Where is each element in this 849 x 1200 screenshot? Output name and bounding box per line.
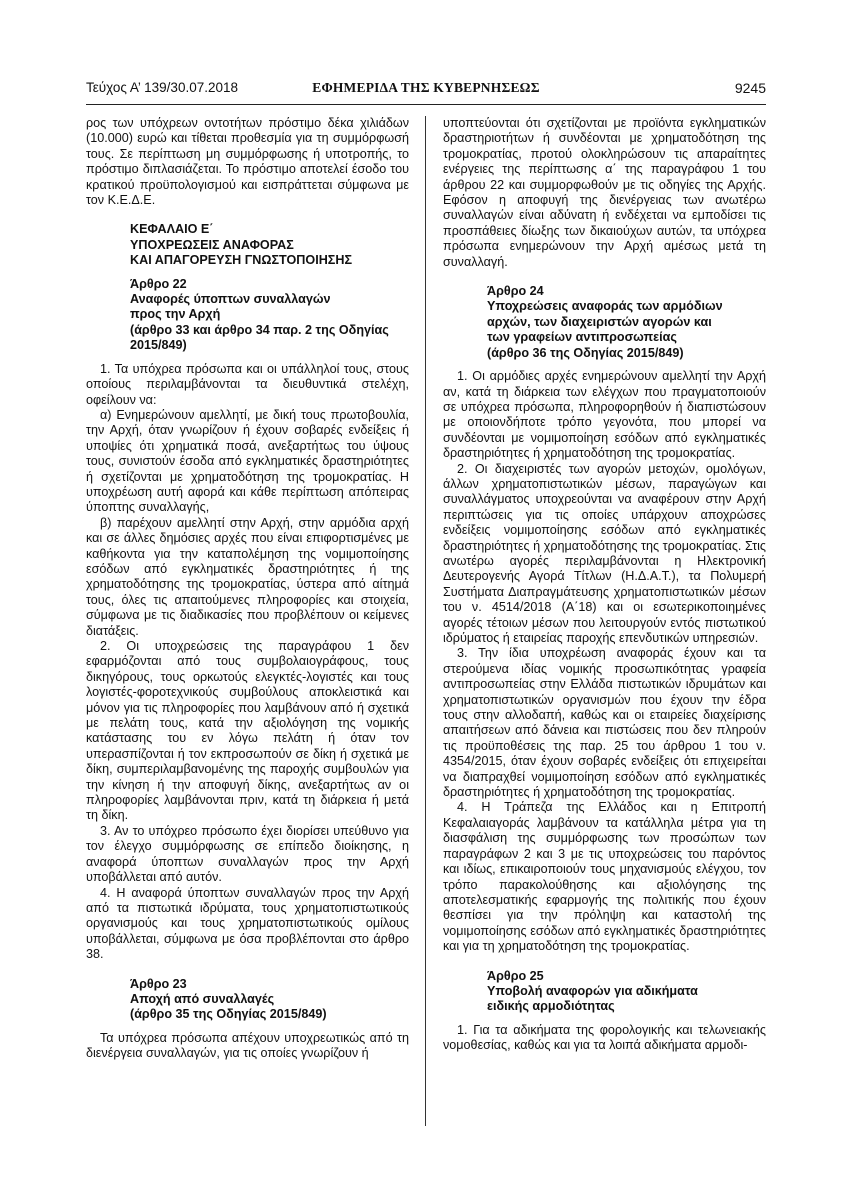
column-separator: [425, 116, 426, 1126]
continued-paragraph: υποπτεύονται ότι σχετίζονται με προϊόντα εγκληματικών δραστηριοτήτων ή συνδέονται με χρηματοδότηση της τρομοκρατίας, προτού ολοκληρώσουν τις απαραίτητες ενέργειες της περίπτωσης α΄ της παραγράφου 1 του άρθρου 22 και συμμορφωθούν με τις οδηγίες της Αρχής. Εφόσον η αποφυγή της διενέργειας των ανωτέρω συναλλαγών είναι αδύνατη ή ενδέχεται να εμποδίσει τις προσπάθειες δίωξης των δικαιούχων αυτών, τα υπόχρεα πρόσωπα ενημερώνουν την Αρχή αμέσως μετά τη συναλλαγή.: [443, 116, 766, 269]
article-heading: [443, 284, 766, 361]
article-title-line: (άρθρο 35 της Οδηγίας 2015/849): [130, 1007, 327, 1022]
chapter-heading: [86, 222, 409, 353]
article-title-line: Υποβολή αναφορών για αδικήματα: [487, 983, 698, 998]
right-column: [443, 116, 766, 1156]
article-paragraph: β) παρέχουν αμελλητί στην Αρχή, στην αρμόδια αρχή και σε άλλες δημόσιες αρχές που είναι επιφορτισμένες με καθήκοντα για την καταπολέμηση της νομιμοποίησης εσόδων από εγκληματικές δραστηριότητες ή της χρηματοδότησης της τρομοκρατίας, ύστερα από αίτημά τους, όλες τις απαιτούμενες πληροφορίες και στοιχεία, σύμφωνα με τις διαδικασίες που προβλέπουν οι κείμενες διατάξεις.: [86, 515, 409, 638]
article-title-line: Αποχή από συναλλαγές: [130, 991, 275, 1006]
article-title-line: 2015/849): [130, 338, 187, 353]
article-paragraph: 4. Η Τράπεζα της Ελλάδος και η Επιτροπή Κεφαλαιαγοράς λαμβάνουν τα κατάλληλα μέτρα για τη διασφάλιση της συμμόρφωσης των προσώπων των παραγράφων 2 και 3 με τις υποχρεώσεις του παρόντος και ιδίως, επικαιροποιούν τους μηχανισμούς ελέγχου, τον τρόπο παρακολούθησης και αξιολόγησης της αποτελεσματικής εφαρμογής της πολιτικής που έχουν θεσπίσει για την πρόληψη και καταστολή της νομιμοποίησης εσόδων από εγκληματικές δραστηριότητες και για τη χρηματοδότηση της τρομοκρατίας.: [443, 800, 766, 954]
article-number: Άρθρο 22: [130, 276, 187, 291]
article-heading: [443, 969, 766, 1015]
article-heading: [86, 977, 409, 1023]
article-number: Άρθρο 23: [130, 976, 187, 991]
article-title-line: ειδικής αρμοδιότητας: [487, 999, 615, 1014]
issue-label: Τεύχος Α’ 139/30.07.2018: [86, 80, 239, 95]
gazette-title: ΕΦΗΜΕΡΙΔΑ ΤΗΣ ΚΥΒΕΡΝΗΣΕΩΣ: [312, 80, 540, 95]
article-number: Άρθρο 25: [487, 968, 544, 983]
article-paragraph: 1. Οι αρμόδιες αρχές ενημερώνουν αμελλητί την Αρχή αν, κατά τη διάρκεια των ελέγχων που πραγματοποιούν σε υπόχρεα πρόσωπα, πληροφορηθούν ή διαπιστώσουν με οποιονδήποτε τρόπο γεγονότα, που μπορεί να συνδέονται με νομιμοποίηση εσόδων από εγκληματικές δραστηριότητες ή χρηματοδότηση της τρομοκρατίας.: [443, 369, 766, 461]
chapter-title-line: ΥΠΟΧΡΕΩΣΕΙΣ ΑΝΑΦΟΡΑΣ: [130, 237, 294, 252]
article-title-line: (άρθρο 33 και άρθρο 34 παρ. 2 της Οδηγίας: [130, 322, 389, 337]
left-column: [86, 116, 409, 1156]
article-paragraph: 2. Οι υποχρεώσεις της παραγράφου 1 δεν εφαρμόζονται από τους συμβολαιογράφους, τους δικηγόρους, τους ορκωτούς ελεγκτές-λογιστές και τους λογιστές-φοροτεχνικούς συμβούλους αποκλειστικά και μόνον για τις πληροφορίες που λαμβάνουν από ή σχετικά με πελάτη τους, κατά την αξιολόγηση της νομικής κατάστασης του εν λόγω πελάτη ή όταν τον υπερασπίζονται ή τον εκπροσωπούν σε δίκη ή σχετικά με δίκη, συμπεριλαμβανομένης της παροχής συμβουλών για την κίνηση ή την αποφυγή δίκης, ανεξαρτήτως αν οι πληροφορίες λαμβάνονται πριν, κατά τη διάρκεια ή μετά τη δίκη.: [86, 639, 409, 823]
intro-paragraph: ρος των υπόχρεων οντοτήτων πρόστιμο δέκα χιλιάδων (10.000) ευρώ και τίθεται προθεσμία για τη συμμόρφωσή τους. Σε περίπτωση μη συμμόρφωσης ή υποτροπής, το πρόστιμο διπλασιάζεται. Το πρόστιμο αποτελεί έσοδο του κρατικού προϋπολογισμού και εισπράττεται σύμφωνα με τον Κ.Ε.Δ.Ε.: [86, 116, 409, 208]
chapter-number: ΚΕΦΑΛΑΙΟ Ε΄: [130, 222, 214, 237]
page-number: 9245: [734, 80, 766, 96]
article-paragraph: Τα υπόχρεα πρόσωπα απέχουν υποχρεωτικώς από τη διενέργεια συναλλαγών, για τις οποίες γνωρίζουν ή: [86, 1030, 409, 1061]
article-paragraph: α) Ενημερώνουν αμελλητί, με δική τους πρωτοβουλία, την Αρχή, όταν γνωρίζουν ή έχουν σοβαρές ενδείξεις ή υποψίες ότι χρηματικά ποσά, ανεξαρτήτως του ύψους τους, συνιστούν έσοδα από εγκληματικές δραστηριότητες ή σχετίζονται με χρηματοδότηση της τρομοκρατίας. Η υποχρέωση αυτή αφορά και κάθε περίπτωση απόπειρας ύποπτης συναλλαγής,: [86, 407, 409, 515]
article-paragraph: 3. Την ίδια υποχρέωση αναφοράς έχουν και τα στερούμενα ιδίας νομικής προσωπικότητας γραφεία αντιπροσωπείας στην Ελλάδα πιστωτικών ιδρυμάτων και χρηματοπιστωτικών οργανισμών που έχουν την έδρα τους στην αλλοδαπή, καθώς και οι εταιρείες διαχείρισης απαιτήσεων από δάνεια και πιστώσεις που δεν πληρούν τις προϋποθέσεις της παρ. 25 του άρθρου 1 του ν. 4354/2015, όταν έχουν σοβαρές ενδείξεις ότι επιχειρείται να διαπραχθεί νομιμοποίηση εσόδων από εγκληματικές δραστηριότητες ή χρηματοδότηση της τρομοκρατίας.: [443, 646, 766, 800]
article-title-line: αρχών, των διαχειριστών αγορών και: [487, 314, 712, 329]
article-title-line: προς την Αρχή: [130, 307, 221, 322]
article-paragraph: 2. Οι διαχειριστές των αγορών μετοχών, ομολόγων, άλλων χρηματοπιστωτικών μέσων, παραγώγων και συναλλάγματος υποχρεούνται να αναφέρουν στην Αρχή περιπτώσεις για τις οποίες υπάρχουν αποχρώσες ενδείξεις νομιμοποίησης εσόδων από εγκληματικές δραστηριότητες ή χρηματοδότησης της τρομοκρατίας. Στις ανωτέρω αγορές περιλαμβάνονται η Ηλεκτρονική Δευτερογενής Αγορά Τίτλων (Η.Δ.Α.Τ.), τα Πολυμερή Συστήματα Διαπραγμάτευσης χρηματοπιστωτικών μέσων του ν. 4514/2018 (Α΄18) και οι εσωτερικοποιημένες αγορές τέτοιων μέσων που λειτουργούν εντός πιστωτικού ιδρύματος ή εταιρείας παροχής επενδυτικών υπηρεσιών.: [443, 461, 766, 645]
article-paragraph: 4. Η αναφορά ύποπτων συναλλαγών προς την Αρχή από τα πιστωτικά ιδρύματα, τους χρηματοπιστωτικούς οργανισμούς και τους χρηματοπιστωτικούς ομίλους υποβάλλεται, σύμφωνα με όσα προβλέπονται στο άρθρο 38.: [86, 885, 409, 962]
chapter-title-line: ΚΑΙ ΑΠΑΓΟΡΕΥΣΗ ΓΝΩΣΤΟΠΟΙΗΣΗΣ: [130, 253, 352, 268]
page-header: [86, 80, 766, 100]
article-paragraph: 1. Για τα αδικήματα της φορολογικής και τελωνειακής νομοθεσίας, καθώς και για τα λοιπά αδικήματα αρμοδι-: [443, 1022, 766, 1053]
header-rule: [86, 104, 766, 105]
article-title-line: Υποχρεώσεις αναφοράς των αρμόδιων: [487, 299, 723, 314]
article-paragraph: 3. Αν το υπόχρεο πρόσωπο έχει διορίσει υπεύθυνο για τον έλεγχο συμμόρφωσης σε επίπεδο διοίκησης, η αναφορά ύποπτων συναλλαγών προς την Αρχή υποβάλλεται από αυτόν.: [86, 823, 409, 885]
article-title-line: Αναφορές ύποπτων συναλλαγών: [130, 292, 331, 307]
article-title-line: (άρθρο 36 της Οδηγίας 2015/849): [487, 345, 684, 360]
article-title-line: των γραφείων αντιπροσωπείας: [487, 330, 677, 345]
article-number: Άρθρο 24: [487, 284, 544, 299]
article-paragraph: 1. Τα υπόχρεα πρόσωπα και οι υπάλληλοί τους, στους οποίους περιλαμβάνονται τα διευθυντικά στελέχη, οφείλουν να:: [86, 361, 409, 407]
